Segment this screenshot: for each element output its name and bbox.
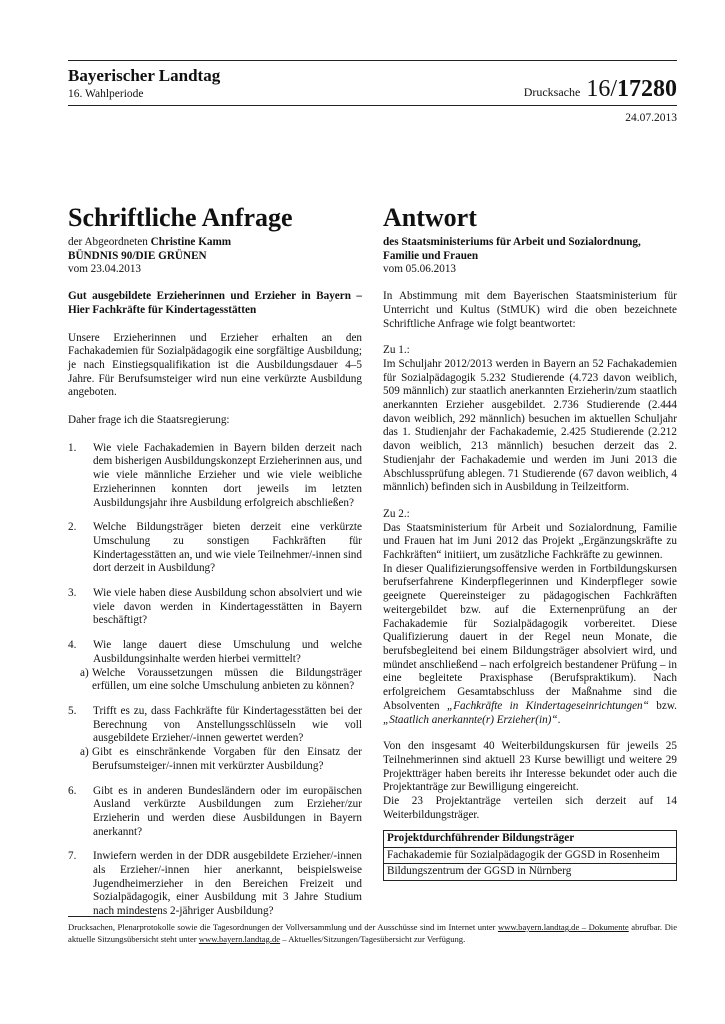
question-text: Wie lange dauert diese Umschulung und welche Ausbildungsinhalte werden hierbei vermittelt?: [93, 639, 362, 665]
sub-question-text: Welche Voraussetzungen müssen die Bildungsträger erfüllen, um eine solche Umschulung anbieten zu können?: [92, 666, 362, 693]
qualification-title-1: „Fachkräfte in Kindertageseinrichtungen“: [446, 699, 649, 712]
drucksache-number: [524, 76, 677, 103]
question-heading: Schriftliche Anfrage: [68, 203, 293, 232]
landtag-link[interactable]: www.bayern.landtag.de: [198, 934, 281, 944]
question-text: Inwiefern werden in der DDR ausgebildete Erzieher/-innen als Erzieher/-innen hier anerkannt, beispielsweise Jugendheimerzieher in den Bereichen Freizeit und Sozialpädagogik, einer Ausbildung mit 3 Jahre Studium nach mindestens 2-jähriger Ausbildung?: [93, 850, 362, 918]
question-text: Wie viele haben diese Ausbildung schon absolviert und wie viele davon werden in Kindertagesstätten in Bayern beschäftigt?: [93, 587, 362, 627]
question-number: 5.: [68, 704, 77, 717]
answer-2-paragraph-2: [383, 563, 677, 727]
question-number: 1.: [68, 441, 77, 454]
sub-question: [80, 746, 362, 773]
party-name: BÜNDNIS 90/DIE GRÜNEN: [68, 249, 207, 262]
question-number: 7.: [68, 850, 77, 863]
answer-column: [383, 203, 677, 881]
question-item: [68, 785, 362, 840]
author-line: [68, 236, 362, 250]
answer-2-connector: bzw.: [648, 699, 677, 712]
question-item: [68, 587, 362, 628]
question-number: 3.: [68, 587, 77, 600]
question-subject: Gut ausgebildete Erzieherinnen und Erzieher in Bayern – Hier Fachkräfte für Kindertagesstätten: [68, 290, 362, 316]
provider-table: [383, 830, 677, 880]
answer-heading: Antwort: [383, 203, 477, 232]
qualification-title-2: „Staatlich anerkannte(r) Erzieher(in)“: [383, 713, 558, 726]
footer-text-3: – Aktuelles/Sitzungen/Tagesübersicht zur Verfügung.: [280, 934, 466, 944]
question-text: Wie viele Fachakademien in Bayern bilden derzeit nach dem bisherigen Ausbildungskonzept Erzieherinnen aus, und wie viele männliche Erzieher und wie viele weibliche Erzieherinnen konnten dort jeweils im letzten Ausbildungsjahr ihre Ausbildung erfolgreich abschließen?: [93, 441, 362, 509]
footnote-rule: [68, 916, 156, 917]
answer-1-text: Im Schuljahr 2012/2013 werden in Bayern an 52 Fachakademien für Sozialpädagogik 5.232 Studierende (4.723 davon weiblich, 509 männlich) zur staatlich anerkannten Erzieherin/zum staatlich anerkannten Erzieher ausgebildet. 2.736 Studierende (2.444 davon weiblich, 292 männlich) besuchen im aktuellen Schuljahr das 1. Studienjahr der Fachakademie, 2.425 Studierende (2.212 davon weiblich, 213 männlich) besuchen derzeit das 2. Studienjahr der Fachakademie und werden im Juni 2013 die Abschlussprüfung ablegen. 71 Studierende (67 davon weiblich, 4 männlich) befinden sich in Ausbildung in Teilzeitform.: [383, 357, 677, 494]
drucksache-id: 17280: [617, 76, 677, 102]
author-prefix: der Abgeordneten: [68, 236, 151, 248]
question-number: 4.: [68, 639, 77, 652]
documents-link[interactable]: www.bayern.landtag.de – Dokumente: [497, 922, 629, 932]
sub-question-number: a): [80, 666, 89, 679]
table-header-row: [384, 831, 677, 847]
table-header: Projektdurchführender Bildungsträger: [384, 831, 677, 847]
publication-date: 24.07.2013: [625, 112, 677, 124]
question-list: [68, 442, 362, 919]
answer-1-label: Zu 1.:: [383, 344, 410, 357]
question-item: [68, 705, 362, 774]
header-bottom-rule: [68, 105, 677, 106]
drucksache-label: Drucksache: [523, 85, 581, 99]
answer-date: vom 05.06.2013: [383, 263, 457, 276]
table-cell: Bildungszentrum der GGSD in Nürnberg: [384, 864, 677, 880]
sub-question: [80, 667, 362, 694]
answer-intro: In Abstimmung mit dem Bayerischen Staatsministerium für Unterricht und Kultus (StMUK) wird die oben bezeichnete Schriftliche Anfrage wie folgt beantwortet:: [383, 290, 677, 330]
footer-note: [68, 921, 677, 945]
question-item: [68, 521, 362, 576]
question-item: [68, 850, 362, 919]
question-text: Welche Bildungsträger bieten derzeit eine verkürzte Umschulung zu sonstigen Fachkräften für Kindertagesstätten an, und wie viele Teilnehmer/-innen sind dort derzeit in Ausbildung?: [93, 521, 362, 575]
ministry-name: des Staatsministeriums für Arbeit und Sozialordnung, Familie und Frauen: [383, 236, 641, 262]
author-name: Christine Kamm: [150, 236, 232, 248]
footer-text-2: abrufbar. Die aktuelle Sitzungsübersicht steht unter: [68, 922, 678, 944]
footer-text-1: Drucksachen, Plenarprotokolle sowie die Tagesordnungen der Vollversammlung und der Ausschüsse sind im Internet unter: [68, 922, 498, 932]
question-number: 2.: [68, 521, 77, 534]
question-intro: Unsere Erzieherinnen und Erzieher erhalten an den Fachakademien für Sozialpädagogik eine sorgfältige Ausbildung; je nach Einstiegsqualifikation ist die Ausbildungsdauer 4–5 Jahre. Für Berufsumsteiger wird nun eine verkürzte Ausbildung angeboten.: [68, 331, 362, 399]
question-number: 6.: [68, 784, 77, 797]
drucksache-prefix: 16/: [586, 76, 617, 102]
sub-question-number: a): [80, 746, 89, 759]
answer-2-text: In dieser Qualifizierungsoffensive werden in Fortbildungskursen berufserfahrene Kinderpflegerinnen und Kinderpfleger sowie geeignete Quereinsteiger zu pädagogischen Fachkräften weitergebildet bzw. auf die Externenprüfung an der Fachakademie für Sozialpädagogik vorbereitet. Diese Qualifizierung dauert in der Regel neun Monate, die berufsbegleitend bei einem Bildungsträger absolviert wird, und mündet anschließend – nach erfolgreich bestandener Prüfung – in eine begleitete Praxisphase (Berufspraktikum). Nach erfolgreichem Gesamtabschluss der Maßnahme sind die Absolventen: [383, 562, 677, 712]
question-text: Trifft es zu, dass Fachkräfte für Kindertagesstätten bei der Berechnung von Anstellungsschlüsseln wie voll ausgebildete Erzieher/-innen gewertet werden?: [93, 704, 362, 745]
answer-2-label: Zu 2.:: [383, 507, 410, 520]
question-item: [68, 442, 362, 511]
answer-2-paragraph-4: Die 23 Projektanträge verteilen sich derzeit auf 14 Weiterbildungsträger.: [383, 795, 677, 821]
question-column: [68, 203, 362, 919]
legislative-period: 16. Wahlperiode: [68, 88, 144, 100]
table-row: [384, 864, 677, 880]
sub-question-text: Gibt es einschränkende Vorgaben für den Einsatz der Berufsumsteiger/-innen mit verkürzter Ausbildung?: [92, 746, 362, 772]
table-row: [384, 847, 677, 863]
answer-2-end: .: [557, 713, 561, 726]
table-cell: Fachakademie für Sozialpädagogik der GGSD in Rosenheim: [384, 847, 677, 863]
answer-2-paragraph-3: Von den insgesamt 40 Weiterbildungskursen für jeweils 25 Teilnehmerinnen sind aktuell 23 Kurse bewilligt und weitere 29 Projektträger haben bereits ihr Interesse bekundet oder auch die Projektanträge zur Bewilligung eingereicht.: [383, 740, 677, 794]
question-item: [68, 639, 362, 694]
question-text: Gibt es in anderen Bundesländern oder im europäischen Ausland verkürzte Ausbildungen zum Erzieher/zur Erzieherin und werden diese Ausbildungen in Bayern anerkannt?: [93, 784, 362, 838]
header-top-rule: [68, 60, 677, 61]
parliament-name: Bayerischer Landtag: [68, 66, 221, 85]
question-ask: Daher frage ich die Staatsregierung:: [68, 414, 230, 427]
answer-2-paragraph-1: Das Staatsministerium für Arbeit und Sozialordnung, Familie und Frauen hat im Juni 2012 das Projekt „Ergänzungskräfte zu Fachkräften“ initiiert, um zusätzliche Fachkräfte zu gewinnen.: [383, 521, 677, 562]
question-date: vom 23.04.2013: [68, 263, 142, 276]
